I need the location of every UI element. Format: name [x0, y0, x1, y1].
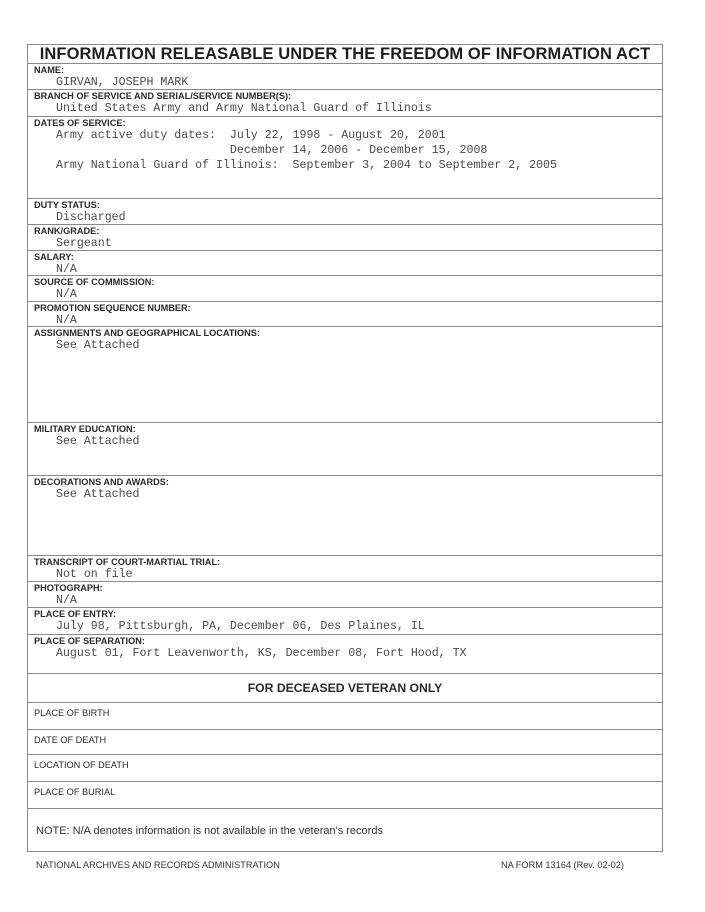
photograph-value: N/A — [56, 594, 77, 607]
education-value: See Attached — [56, 435, 140, 448]
name-label: NAME: — [34, 65, 65, 75]
place-of-burial-label: PLACE OF BURIAL — [34, 787, 116, 797]
decorations-field — [28, 476, 662, 556]
dates-field — [28, 117, 662, 199]
duty-status-value: Discharged — [56, 211, 126, 224]
rank-value: Sergeant — [56, 237, 112, 250]
deceased-veteran-header: FOR DECEASED VETERAN ONLY — [28, 674, 662, 703]
note-text: NOTE: N/A denotes information is not available in the veteran's records — [36, 825, 383, 837]
dates-line-3: Army National Guard of Illinois: September 3, 2004 to September 2, 2005 — [56, 159, 557, 172]
promotion-value: N/A — [56, 314, 77, 327]
education-field — [28, 423, 662, 476]
foia-form — [27, 44, 663, 852]
dates-line-2: December 14, 2006 - December 15, 2008 — [56, 144, 488, 157]
branch-label: BRANCH OF SERVICE AND SERIAL/SERVICE NUMBER(S): — [34, 91, 292, 101]
branch-value: United States Army and Army National Guard of Illinois — [56, 102, 432, 115]
commission-field — [28, 276, 662, 302]
decorations-label: DECORATIONS AND AWARDS: — [34, 477, 169, 487]
court-martial-field — [28, 556, 662, 582]
note-row — [28, 809, 662, 852]
footer-form-number: NA FORM 13164 (Rev. 02-02) — [501, 860, 624, 870]
place-of-birth-field — [28, 703, 662, 730]
photograph-field — [28, 582, 662, 608]
photograph-label: PHOTOGRAPH: — [34, 583, 103, 593]
assignments-value: See Attached — [56, 339, 140, 352]
assignments-field — [28, 327, 662, 423]
branch-field — [28, 90, 662, 117]
dates-line-1: Army active duty dates: July 22, 1998 - August 20, 2001 — [56, 129, 446, 142]
court-martial-value: Not on file — [56, 568, 133, 581]
commission-value: N/A — [56, 288, 77, 301]
assignments-label: ASSIGNMENTS AND GEOGRAPHICAL LOCATIONS: — [34, 328, 260, 338]
separation-label: PLACE OF SEPARATION: — [34, 636, 145, 646]
duty-status-label: DUTY STATUS: — [34, 200, 100, 210]
rank-label: RANK/GRADE: — [34, 226, 100, 236]
rank-field — [28, 225, 662, 251]
salary-value: N/A — [56, 263, 77, 276]
entry-value: July 98, Pittsburgh, PA, December 06, Des Plaines, IL — [56, 620, 425, 633]
promotion-label: PROMOTION SEQUENCE NUMBER: — [34, 303, 191, 313]
name-field — [28, 64, 662, 90]
commission-label: SOURCE OF COMMISSION: — [34, 277, 155, 287]
form-title: INFORMATION RELEASABLE UNDER THE FREEDOM OF INFORMATION ACT — [28, 45, 662, 64]
separation-field — [28, 635, 662, 674]
education-label: MILITARY EDUCATION: — [34, 424, 136, 434]
entry-field — [28, 608, 662, 635]
salary-field — [28, 251, 662, 276]
location-of-death-field — [28, 755, 662, 782]
dates-label: DATES OF SERVICE: — [34, 118, 126, 128]
court-martial-label: TRANSCRIPT OF COURT-MARTIAL TRIAL: — [34, 557, 221, 567]
date-of-death-label: DATE OF DEATH — [34, 735, 107, 745]
salary-label: SALARY: — [34, 252, 74, 262]
decorations-value: See Attached — [56, 488, 140, 501]
place-of-burial-field — [28, 782, 662, 809]
name-value: GIRVAN, JOSEPH MARK — [56, 76, 189, 89]
entry-label: PLACE OF ENTRY: — [34, 609, 117, 619]
separation-value: August 01, Fort Leavenworth, KS, December 08, Fort Hood, TX — [56, 647, 467, 660]
footer-agency: NATIONAL ARCHIVES AND RECORDS ADMINISTRATION — [36, 860, 280, 870]
location-of-death-label: LOCATION OF DEATH — [34, 760, 129, 770]
place-of-birth-label: PLACE OF BIRTH — [34, 708, 110, 718]
duty-status-field — [28, 199, 662, 225]
date-of-death-field — [28, 730, 662, 755]
promotion-field — [28, 302, 662, 327]
